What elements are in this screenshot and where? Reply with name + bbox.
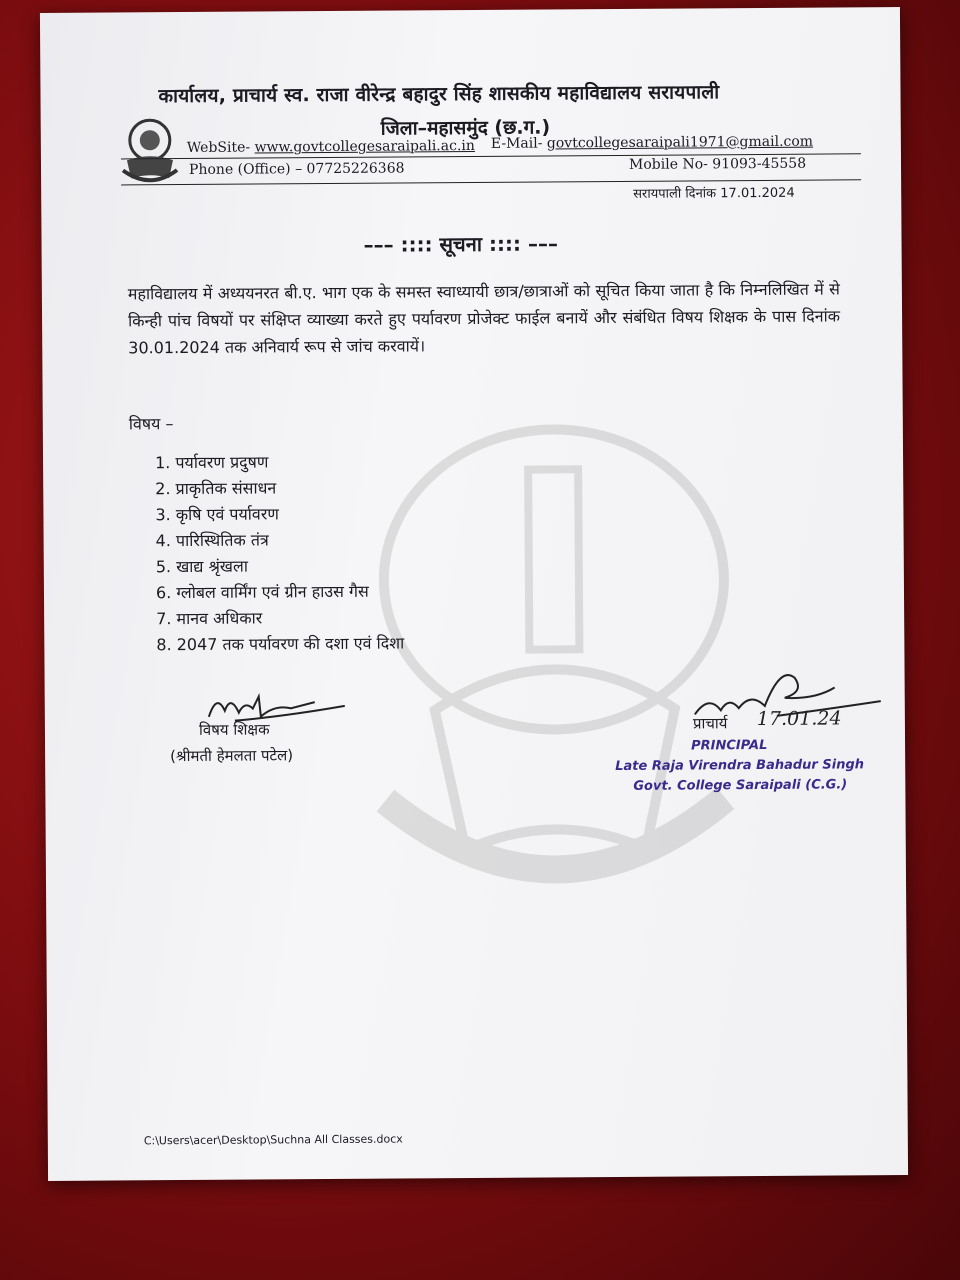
header-district: जिला–महासमुंद (छ.ग.) xyxy=(380,116,551,140)
website-label: WebSite- xyxy=(186,139,251,156)
list-item: 1. पर्यावरण प्रदुषण xyxy=(155,452,269,473)
header-website xyxy=(187,138,475,156)
list-item: 5. खाद्य श्रृंखला xyxy=(155,556,249,577)
teacher-role: विषय शिक्षक xyxy=(198,720,270,739)
list-item: 7. मानव अधिकार xyxy=(156,608,263,629)
email-link[interactable]: govtcollegesaraipali1971@gmail.com xyxy=(546,133,814,152)
header-phone: Phone (Office) – 07725226368 xyxy=(188,160,405,178)
header-office-name: कार्यालय, प्राचार्य स्व. राजा वीरेन्द्र बहादुर सिंह शासकीय महाविद्यालय सरायपाली xyxy=(158,81,720,108)
email-label: E-Mail- xyxy=(490,135,543,152)
subjects-label: विषय – xyxy=(128,414,174,434)
teacher-name: (श्रीमती हेमलता पटेल) xyxy=(170,746,294,766)
college-emblem-icon xyxy=(121,116,180,188)
notice-date: सरायपाली दिनांक 17.01.2024 xyxy=(633,185,795,202)
header-email xyxy=(491,134,813,152)
subjects-list xyxy=(155,448,404,658)
stamp-principal: PRINCIPAL xyxy=(691,737,768,754)
notice-title: ––– :::: सूचना :::: ––– xyxy=(363,231,558,257)
principal-role: प्राचार्य xyxy=(692,714,728,733)
list-item: 3. कृषि एवं पर्यावरण xyxy=(155,504,279,525)
list-item: 8. 2047 तक पर्यावरण की दशा एवं दिशा xyxy=(156,633,405,655)
list-item: 6. ग्लोबल वार्मिंग एवं ग्रीन हाउस गैस xyxy=(155,581,369,603)
list-item: 4. पारिस्थितिक तंत्र xyxy=(155,530,269,551)
notice-paper xyxy=(40,7,908,1181)
stamp-college-name: Late Raja Virendra Bahadur Singh xyxy=(615,757,865,775)
file-path: C:\Users\acer\Desktop\Suchna All Classes.docx xyxy=(143,1132,403,1148)
website-link[interactable]: www.govtcollegesaraipali.ac.in xyxy=(254,137,475,156)
header-mobile: Mobile No- 91093-45558 xyxy=(628,155,807,173)
principal-sign-date: 17.01.24 xyxy=(756,707,842,731)
list-item: 2. प्राकृतिक संसाधन xyxy=(155,478,277,499)
notice-body: महाविद्यालय में अध्ययनरत बी.ए. भाग एक के समस्त स्वाध्यायी छात्र/छात्राओं को सूचित किया जाता है कि निम्नलिखित में से किन्ही पांच विषयों पर संक्षिप्त व्याख्या करते हुए पर्यावरण प्रोजेक्ट फाईल बनायें और संबंधित विषय शिक्षक के पास दिनांक 30.01.2024 तक अनिवार्य रूप से जांच करवायें। xyxy=(127,279,841,358)
stamp-college-place: Govt. College Saraipali (C.G.) xyxy=(633,777,848,794)
